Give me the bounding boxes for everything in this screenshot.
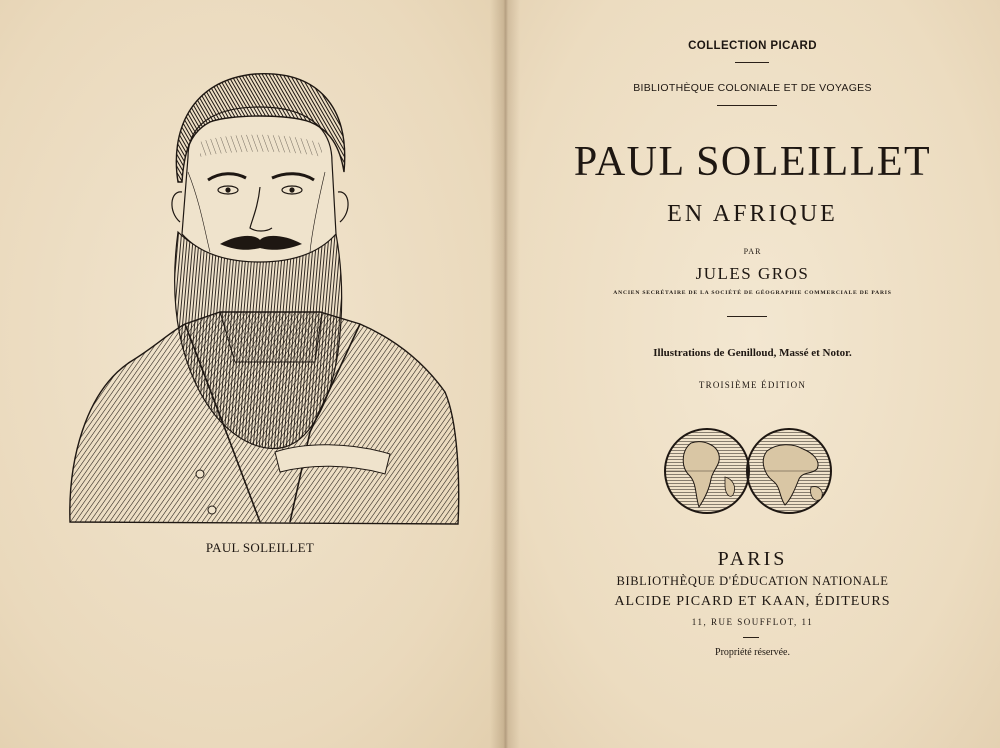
library-name: BIBLIOTHÈQUE D'ÉDUCATION NATIONALE bbox=[616, 574, 889, 588]
author-rule bbox=[727, 316, 767, 317]
publisher-name: ALCIDE PICARD ET KAAN, ÉDITEURS bbox=[614, 594, 891, 609]
illustrators-credit: Illustrations de Genilloud, Massé et Notor. bbox=[653, 347, 852, 359]
right-page bbox=[505, 0, 1000, 748]
author-role: ANCIEN SECRÉTAIRE DE LA SOCIÉTÉ DE GÉOGRAPHIE COMMERCIALE DE PARIS bbox=[613, 290, 892, 296]
series-rule bbox=[735, 62, 769, 63]
book-subtitle: EN AFRIQUE bbox=[667, 201, 838, 227]
publisher-address: 11, RUE SOUFFLOT, 11 bbox=[691, 617, 814, 627]
publication-city: PARIS bbox=[717, 548, 788, 570]
globe-emblem bbox=[663, 425, 833, 517]
series-name: COLLECTION PICARD bbox=[688, 40, 817, 52]
subtitle-rule bbox=[717, 105, 777, 106]
portrait-engraving bbox=[60, 62, 460, 532]
by-label: PAR bbox=[743, 247, 762, 256]
series-subtitle: BIBLIOTHÈQUE COLONIALE ET DE VOYAGES bbox=[633, 82, 872, 94]
rights-notice: Propriété réservée. bbox=[715, 647, 790, 658]
book-title: PAUL SOLEILLET bbox=[573, 139, 932, 185]
book-gutter bbox=[490, 0, 520, 748]
double-hemisphere-globe-icon bbox=[663, 425, 833, 517]
author-name: JULES GROS bbox=[695, 264, 810, 283]
address-rule bbox=[743, 637, 759, 638]
edition-label: TROISIÈME ÉDITION bbox=[698, 380, 807, 390]
portrait-caption: PAUL SOLEILLET bbox=[205, 540, 315, 555]
